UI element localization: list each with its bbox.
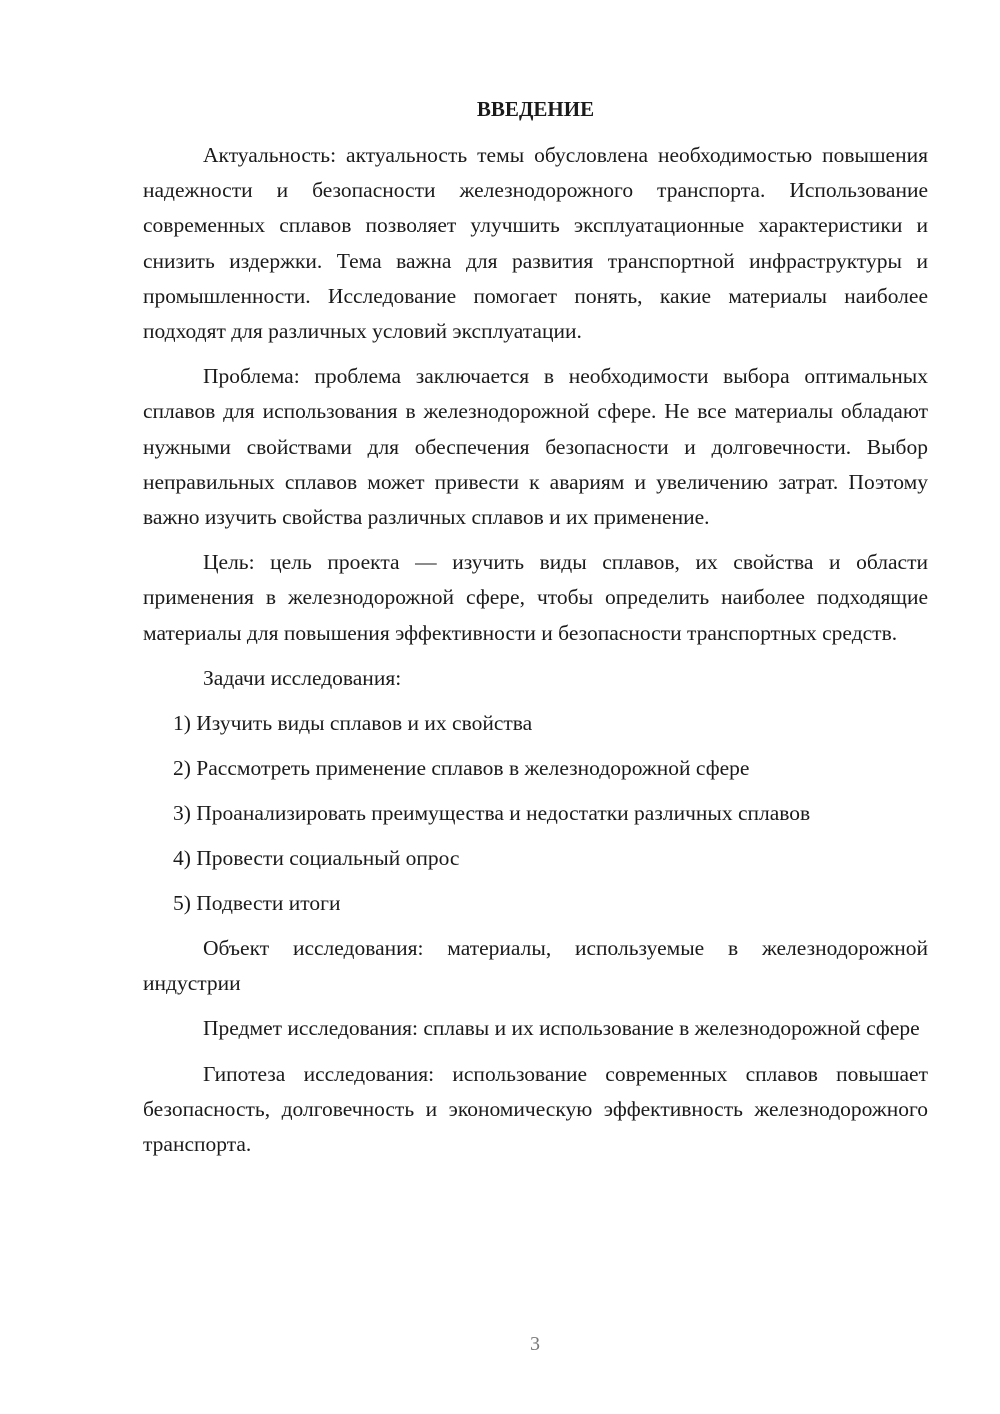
document-page xyxy=(143,92,928,1172)
task-item: 3) Проанализировать преимущества и недостатки различных сплавов xyxy=(173,801,811,826)
page-heading: ВВЕДЕНИЕ xyxy=(476,97,595,121)
problem-paragraph: Проблема: проблема заключается в необходимости выбора оптимальных сплавов для использования в железнодорожной сфере. Не все материалы обладают нужными свойствами для обеспечения безопасности и долговечности. Выбор неправильных сплавов может привести к авариям и увеличению затрат. Поэтому важно изучить свойства различных сплавов и их применение. xyxy=(143,364,928,530)
tasks-title: Задачи исследования: xyxy=(203,665,402,690)
task-item: 4) Провести социальный опрос xyxy=(173,846,460,871)
relevance-paragraph: Актуальность: актуальность темы обусловлена необходимостью повышения надежности и безопасности железнодорожного транспорта. Использование современных сплавов позволяет улучшить эксплуатационные характеристики и снизить издержки. Тема важна для развития транспортной инфраструктуры и промышленности. Исследование помогает понять, какие материалы наиболее подходят для различных условий эксплуатации. xyxy=(143,143,928,344)
goal-paragraph: Цель: цель проекта — изучить виды сплавов, их свойства и области применения в железнодорожной сфере, чтобы определить наиболее подходящие материалы для повышения эффективности и безопасности транспортных средств. xyxy=(143,550,928,645)
task-item: 5) Подвести итоги xyxy=(173,891,341,916)
tasks-list xyxy=(143,706,928,921)
task-item: 2) Рассмотреть применение сплавов в железнодорожной сфере xyxy=(173,756,750,781)
hypothesis-paragraph: Гипотеза исследования: использование современных сплавов повышает безопасность, долговечность и экономическую эффективность железнодорожного транспорта. xyxy=(143,1061,928,1157)
page-number: 3 xyxy=(530,1333,540,1355)
subject-paragraph: Предмет исследования: сплавы и их использование в железнодорожной сфере xyxy=(203,1016,920,1041)
object-paragraph: Объект исследования: материалы, используемые в железнодорожной индустрии xyxy=(143,936,928,996)
task-item: 1) Изучить виды сплавов и их свойства xyxy=(173,711,533,736)
